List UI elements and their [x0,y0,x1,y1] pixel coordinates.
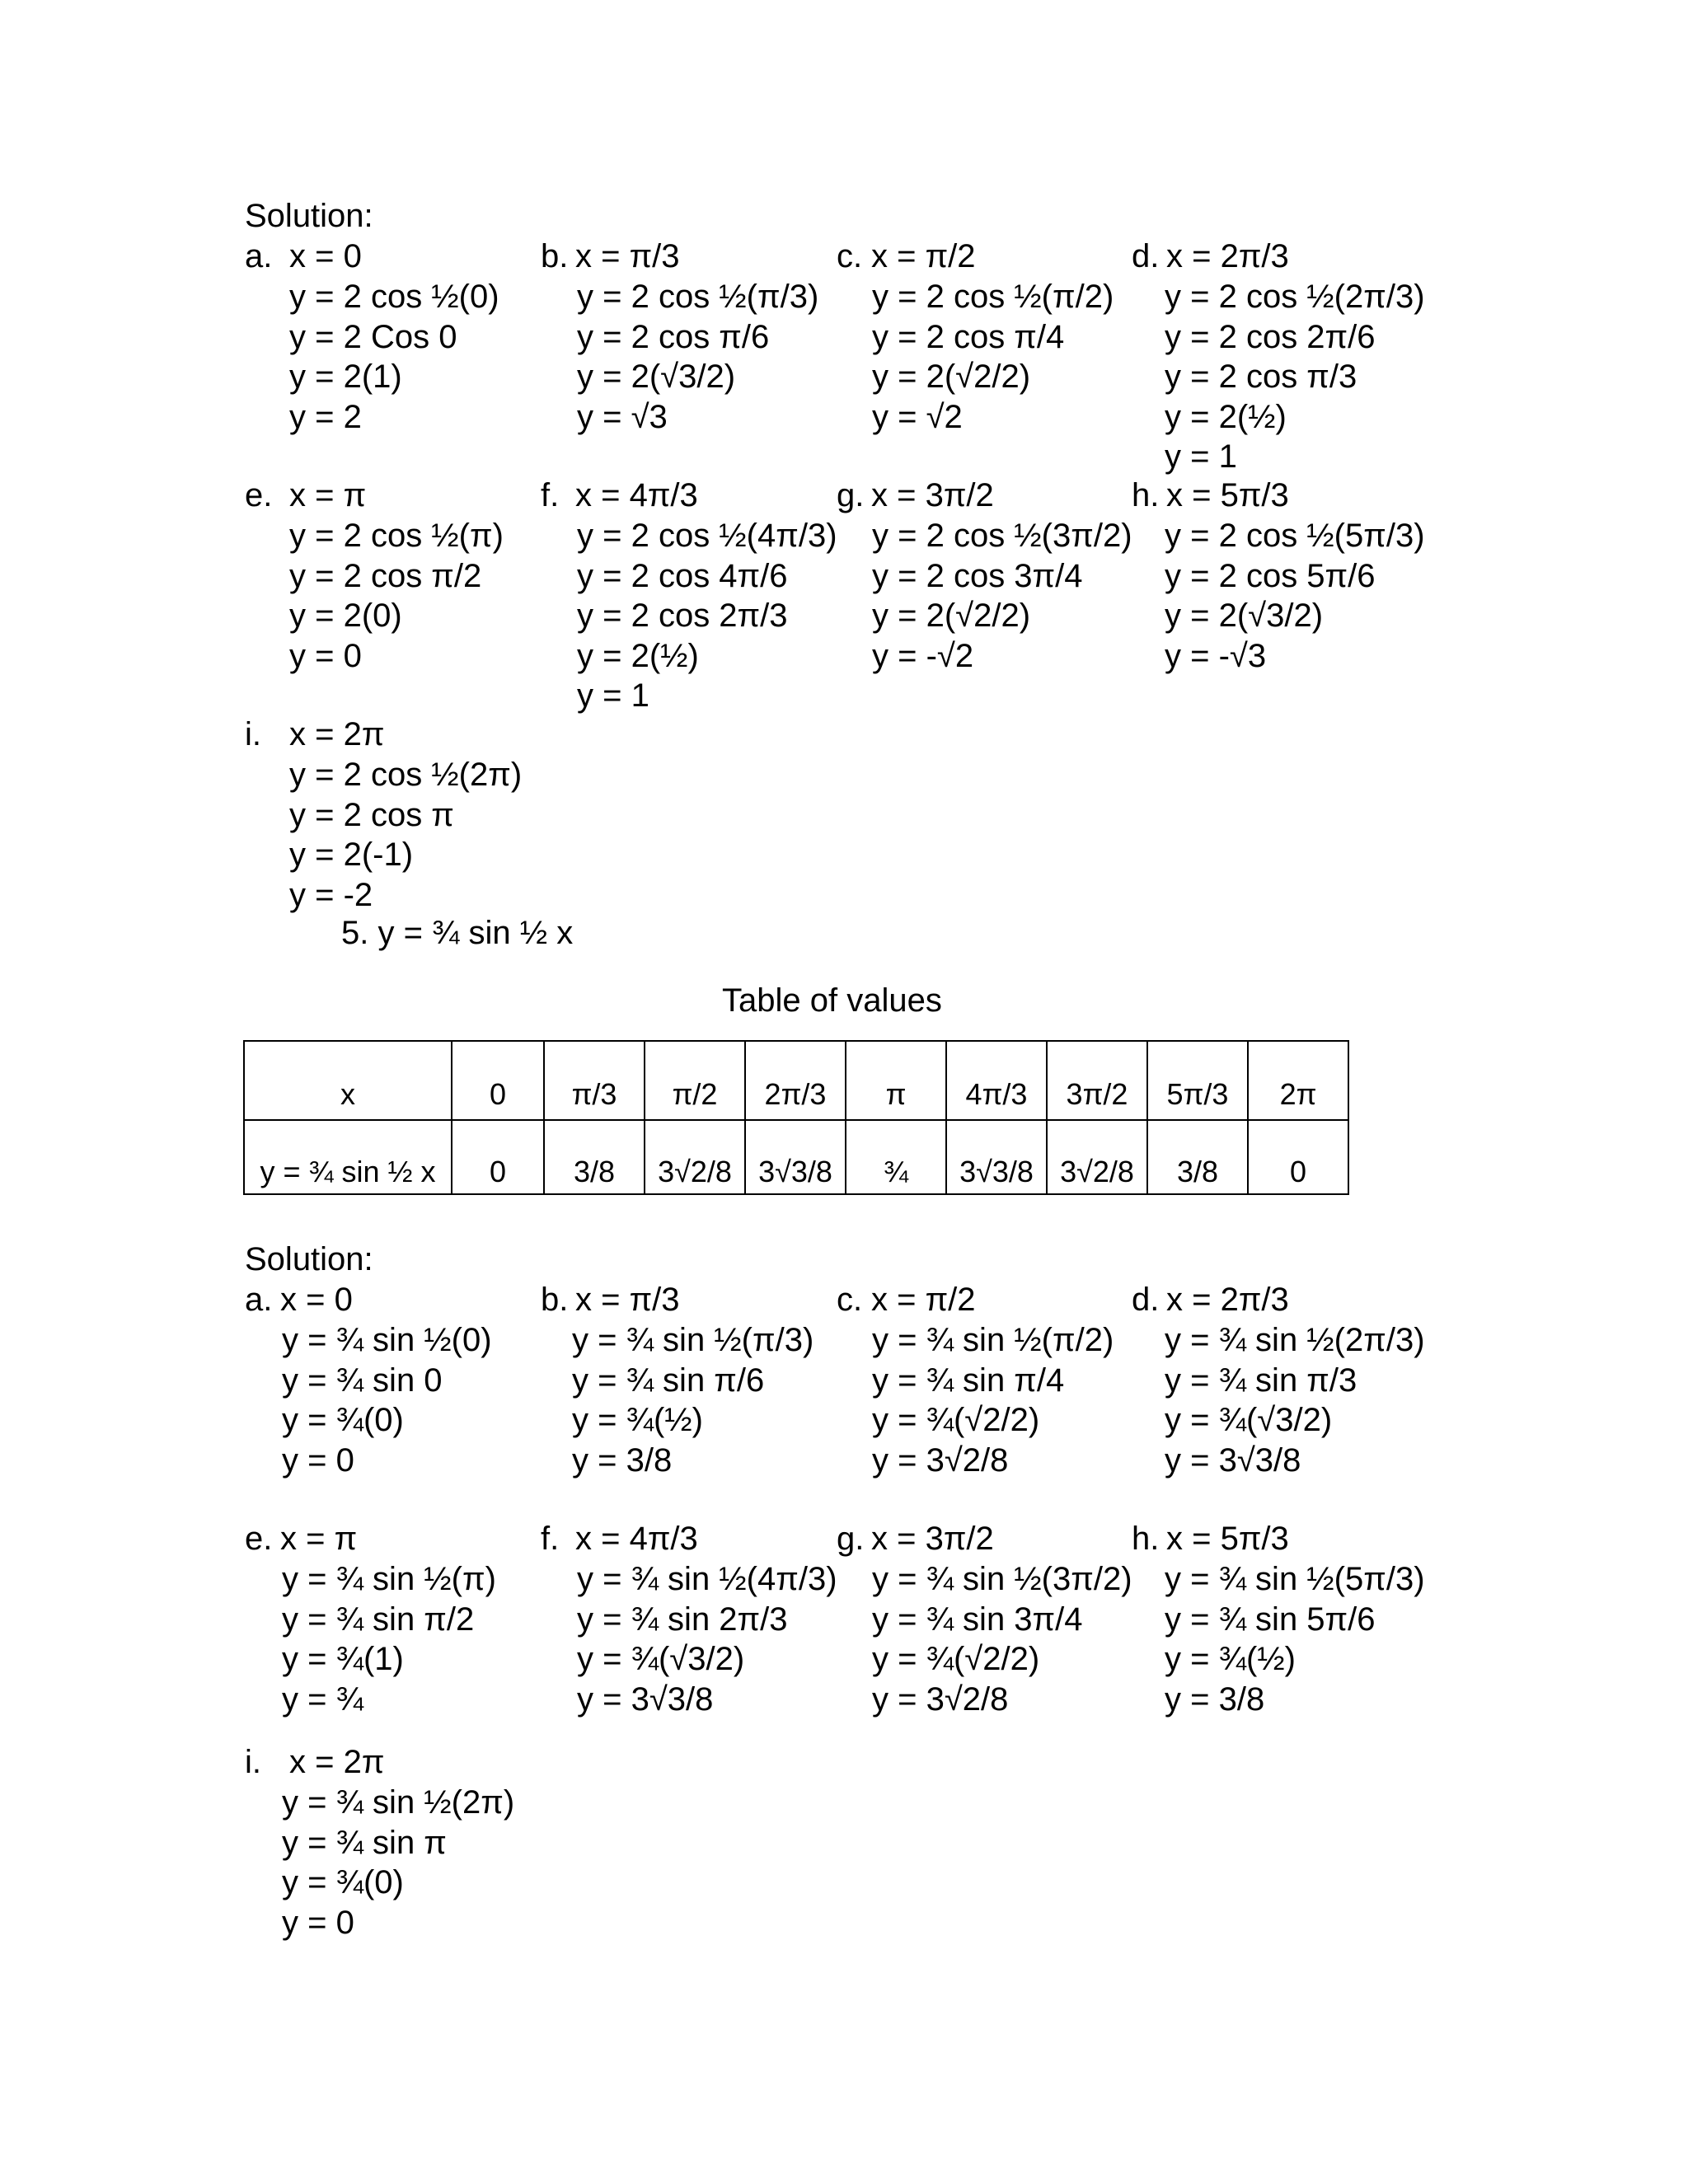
step-line: y = 1 [1165,438,1237,475]
step-line: y = 2 cos π/3 [1165,359,1357,395]
table-cell-x: π/3 [544,1041,645,1120]
table-cell-y: 3√2/8 [645,1120,745,1194]
step-line: y = ¾ sin 2π/3 [577,1601,788,1638]
item-x: x = π/2 [871,238,976,274]
step-line: y = 2 cos 3π/4 [872,557,1083,594]
step-line: y = 2(-1) [289,837,414,873]
table-cell-y: 3√3/8 [946,1120,1047,1194]
item-label: a. [245,1282,273,1318]
step-line: y = 3/8 [1165,1680,1265,1718]
table-cell-y: ¾ [846,1120,946,1194]
step-line: y = ¾ sin 3π/4 [872,1601,1083,1638]
step-line: y = -2 [289,876,373,913]
step-line: y = 2 cos 4π/6 [577,557,788,594]
step-line: y = √2 [872,398,963,435]
item-steps [572,1320,814,1480]
item-x: x = π/3 [575,238,680,274]
item-x: x = 0 [289,238,362,274]
step-line: y = ¾ sin ½(2π) [282,1784,515,1821]
step-line: y = ¾(½) [1165,1641,1296,1677]
table-title: Table of values [722,982,942,1019]
item-label: d. [1132,238,1160,274]
step-line: y = ¾ sin ½(π/3) [572,1322,814,1358]
item-x: x = π/2 [871,1282,976,1318]
step-line: y = 0 [289,637,362,674]
step-line: y = √3 [577,398,668,435]
step-line: y = 2 cos π/2 [289,557,482,594]
item-label: b. [541,1282,569,1318]
item-label: h. [1132,1521,1160,1557]
step-line: y = 2 cos ½(5π/3) [1165,518,1425,554]
step-line: y = 2(√3/2) [1165,598,1324,634]
step-line: y = 2 [289,398,362,435]
item-steps [282,1320,492,1480]
item-steps [1165,516,1425,676]
item-steps [289,516,504,676]
step-line: y = ¾ sin ½(π) [282,1561,496,1597]
item-label: h. [1132,477,1160,513]
item-label: f. [541,1521,560,1557]
step-line: y = -√2 [872,637,974,674]
item-steps [1165,277,1425,477]
item-steps [289,755,522,915]
item-label: g. [837,1521,865,1557]
step-line: y = 2(0) [289,598,402,634]
item-label: f. [541,477,560,513]
step-line: y = ¾ sin 5π/6 [1165,1601,1376,1638]
step-line: y = ¾ sin ½(π/2) [872,1322,1114,1358]
item-x: x = 5π/3 [1166,1521,1289,1557]
item-x: x = π [289,477,367,513]
step-line: y = ¾ sin 0 [282,1361,443,1399]
step-line: y = ¾(√3/2) [1165,1402,1333,1438]
table-cell-y: 3/8 [1147,1120,1248,1194]
step-line: y = 2 cos 2π/3 [577,598,788,634]
step-line: y = ¾ sin π/6 [572,1361,765,1399]
item-steps [1165,1559,1425,1719]
item-label: d. [1132,1282,1160,1318]
step-line: y = 2 cos ½(4π/3) [577,518,837,554]
step-line: y = 0 [282,1904,354,1941]
step-line: y = 1 [577,677,649,714]
step-line: y = 2 cos 2π/6 [1165,318,1376,355]
step-line: y = ¾ sin π [282,1824,447,1861]
step-line: y = 2(√3/2) [577,359,736,395]
item-steps [577,516,837,716]
item-x: x = 2π [289,1744,385,1780]
step-line: y = ¾ [282,1680,363,1718]
item-x: x = 2π/3 [1166,238,1289,274]
step-line: y = ¾(0) [282,1402,404,1438]
item-steps [872,1320,1114,1480]
step-line: y = 2 cos ½(2π/3) [1165,279,1425,315]
step-line: y = ¾ sin ½(4π/3) [577,1561,837,1597]
step-line: y = ¾ sin ½(2π/3) [1165,1322,1425,1358]
step-line: y = 2 Cos 0 [289,318,457,355]
step-line: y = 2 cos π/4 [872,318,1065,355]
step-line: y = ¾ sin π/2 [282,1601,475,1638]
item-steps [289,277,499,437]
item-steps [577,277,818,437]
values-table [243,1040,1349,1195]
step-line: y = 2 cos π/6 [577,318,770,355]
item-x: x = 2π/3 [1166,1282,1289,1318]
step-line: y = 3√2/8 [872,1441,1009,1479]
step-line: y = 2(√2/2) [872,359,1031,395]
step-line: y = 2 cos 5π/6 [1165,557,1376,594]
item-steps [1165,1320,1425,1480]
item-x: x = 3π/2 [871,1521,994,1557]
step-line: y = ¾ sin π/3 [1165,1361,1357,1399]
item-steps [577,1559,837,1719]
step-line: y = 2(½) [577,637,699,674]
table-cell-x: 3π/2 [1047,1041,1147,1120]
step-line: y = ¾(½) [572,1402,703,1438]
step-line: y = 3√3/8 [577,1680,714,1718]
item-steps [282,1559,496,1719]
table-cell-x: 5π/3 [1147,1041,1248,1120]
item-x: x = 2π [289,716,385,752]
item-label: i. [245,1744,261,1780]
item-label: b. [541,238,569,274]
table-cell-y: 3√2/8 [1047,1120,1147,1194]
item-label: c. [837,1282,863,1318]
step-line: y = ¾ sin π/4 [872,1361,1065,1399]
step-line: y = ¾(0) [282,1864,404,1900]
item-steps [872,1559,1132,1719]
solution-heading: Solution: [245,1241,373,1277]
step-line: y = ¾ sin ½(0) [282,1322,492,1358]
step-line: y = 3/8 [572,1441,673,1479]
item-x: x = 3π/2 [871,477,994,513]
step-line: y = ¾ sin ½(3π/2) [872,1561,1132,1597]
item-steps [872,277,1114,437]
table-cell-x: π/2 [645,1041,745,1120]
step-line: y = ¾ sin ½(5π/3) [1165,1561,1425,1597]
table-cell-y: 0 [1248,1120,1348,1194]
table-row-y [244,1120,1348,1194]
table-cell-y: 0 [452,1120,544,1194]
table-cell-y: 3√3/8 [745,1120,846,1194]
step-line: y = 2 cos ½(0) [289,279,499,315]
item-steps [872,516,1132,676]
problem-statement: 5. y = ¾ sin ½ x [341,915,574,951]
solution-heading: Solution: [245,198,373,234]
step-line: y = 2 cos ½(π/3) [577,279,819,315]
item-x: x = π/3 [575,1282,680,1318]
step-line: y = 2 cos ½(π/2) [872,279,1114,315]
item-label: a. [245,238,273,274]
step-line: y = 2 cos ½(3π/2) [872,518,1132,554]
item-label: e. [245,477,273,513]
step-line: y = 2(1) [289,359,402,395]
item-x: x = 5π/3 [1166,477,1289,513]
item-x: x = π [280,1521,358,1557]
step-line: y = ¾(√3/2) [577,1641,745,1677]
item-label: g. [837,477,865,513]
table-cell-x: π [846,1041,946,1120]
step-line: y = ¾(1) [282,1641,404,1677]
item-label: e. [245,1521,273,1557]
step-line: y = 3√3/8 [1165,1441,1301,1479]
table-header-x: x [244,1041,452,1120]
step-line: y = 0 [282,1441,354,1479]
step-line: y = 3√2/8 [872,1680,1009,1718]
item-label: i. [245,716,261,752]
table-cell-x: 0 [452,1041,544,1120]
step-line: y = 2(½) [1165,398,1287,435]
table-row-x [244,1041,1348,1120]
table-cell-x: 2π/3 [745,1041,846,1120]
item-x: x = 0 [280,1282,353,1318]
item-x: x = 4π/3 [575,477,698,513]
step-line: y = ¾(√2/2) [872,1641,1040,1677]
step-line: y = 2 cos ½(π) [289,518,504,554]
step-line: y = -√3 [1165,637,1267,674]
item-label: c. [837,238,863,274]
step-line: y = 2(√2/2) [872,598,1031,634]
step-line: y = ¾(√2/2) [872,1402,1040,1438]
table-header-y: y = ¾ sin ½ x [244,1120,452,1194]
table-cell-x: 4π/3 [946,1041,1047,1120]
table-cell-x: 2π [1248,1041,1348,1120]
table-cell-y: 3/8 [544,1120,645,1194]
step-line: y = 2 cos ½(2π) [289,757,523,793]
item-steps [282,1783,514,1943]
step-line: y = 2 cos π [289,796,454,833]
item-x: x = 4π/3 [575,1521,698,1557]
